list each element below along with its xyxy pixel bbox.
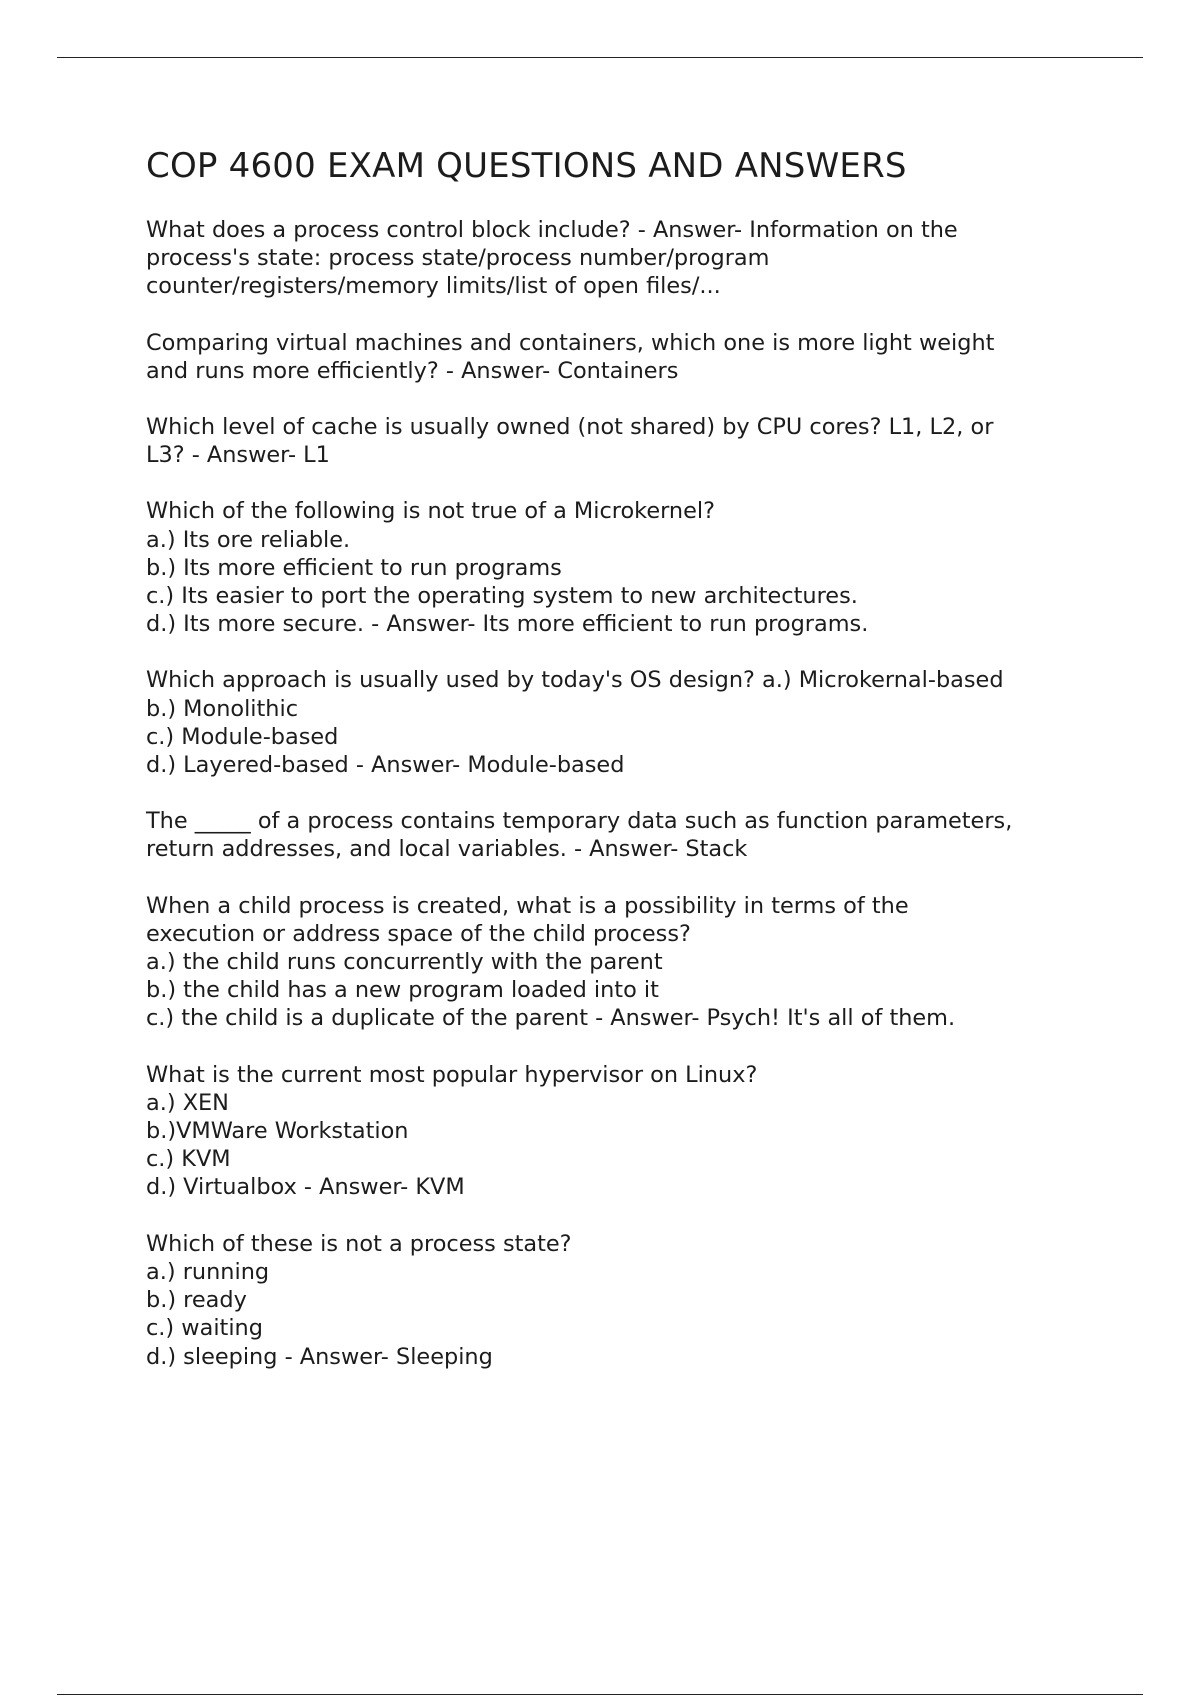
- qa-entry-8: What is the current most popular hypervisor on Linux? a.) XEN b.)VMWare Workstation c.) KVM d.) Virtualbox - Answer- KVM: [146, 1061, 758, 1201]
- qa-entry-5: Which approach is usually used by today's OS design? a.) Microkernal-based b.) Monolithic c.) Module-based d.) Layered-based - Answer- Module-based: [146, 667, 1004, 779]
- qa-entry-3: Which level of cache is usually owned (not shared) by CPU cores? L1, L2, or L3? - Answer- L1: [146, 414, 994, 469]
- qa-entry-9: Which of these is not a process state? a.) running b.) ready c.) waiting d.) sleeping - Answer- Sleeping: [146, 1230, 572, 1370]
- document-body: [146, 138, 1106, 1399]
- document-title: COP 4600 EXAM QUESTIONS AND ANSWERS: [146, 146, 907, 186]
- qa-entry-1: What does a process control block include? - Answer- Information on the process's state: process state/process number/program counter/registers/memory limits/list of open files/...: [146, 217, 958, 300]
- qa-entry-6: The _____ of a process contains temporary data such as function parameters, return addresses, and local variables. - Answer- Stack: [146, 808, 1013, 863]
- bottom-rule: [57, 1694, 1143, 1695]
- top-rule: [57, 57, 1143, 58]
- qa-entry-7: When a child process is created, what is a possibility in terms of the execution or address space of the child process? a.) the child runs concurrently with the parent b.) the child has a new program loaded into it c.) the child is a duplicate of the parent - Answer- Psych! It's all of them.: [146, 892, 956, 1032]
- qa-entry-2: Comparing virtual machines and containers, which one is more light weight and runs more efficiently? - Answer- Containers: [146, 329, 995, 384]
- qa-entry-4: Which of the following is not true of a Microkernel? a.) Its ore reliable. b.) Its more efficient to run programs c.) Its easier to port the operating system to new architectures. d.) Its more secure. - Answer- Its more efficient to run programs.: [146, 498, 869, 638]
